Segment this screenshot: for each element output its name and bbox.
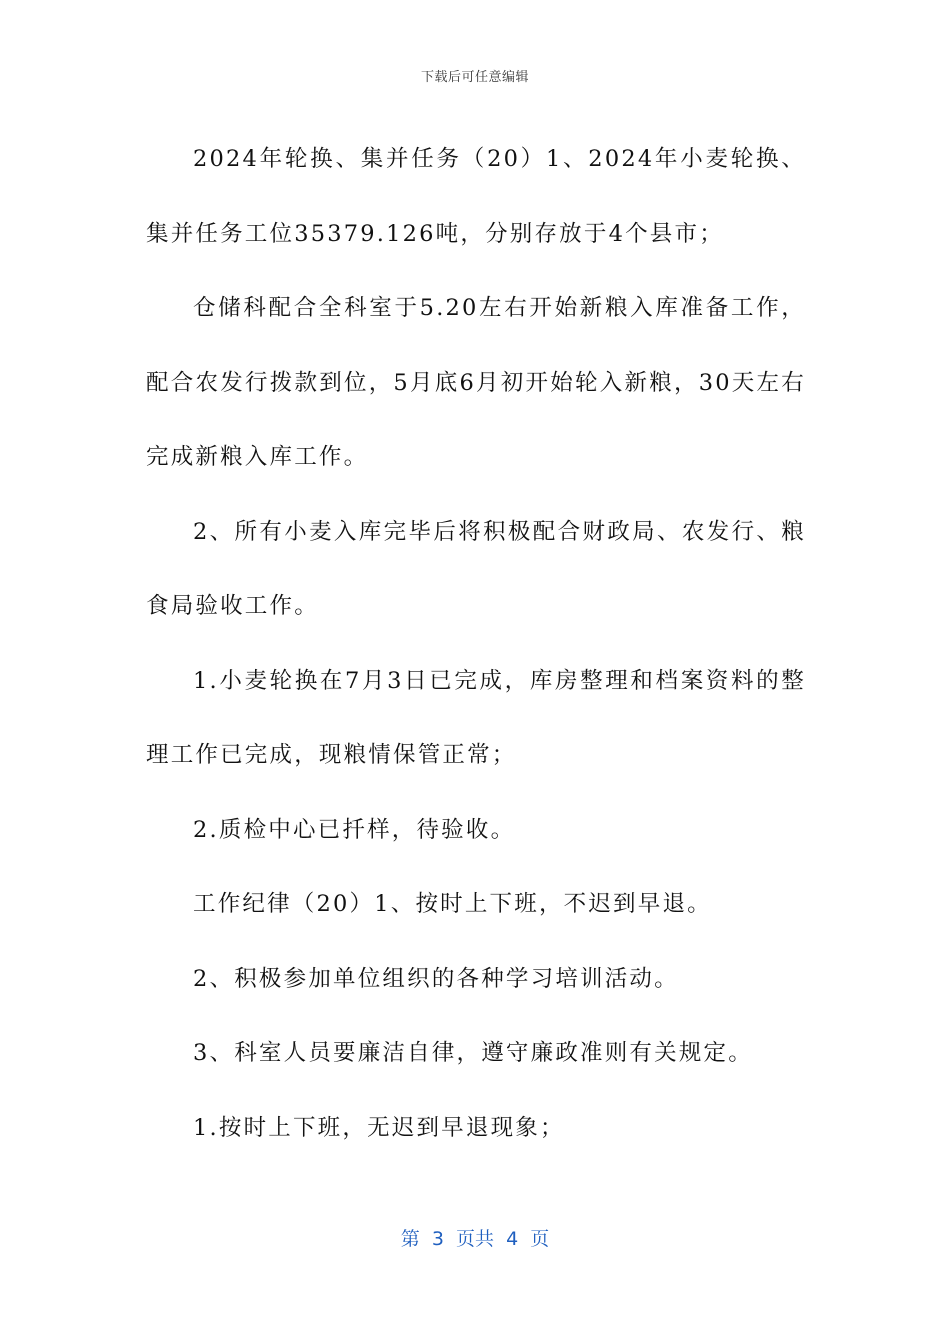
paragraph-acceptance: 2、所有小麦入库完毕后将积极配合财政局、农发行、粮食局验收工作。 xyxy=(146,518,806,619)
paragraph-work-discipline: 工作纪律（20）1、按时上下班，不迟到早退。 xyxy=(193,891,712,917)
paragraph-integrity: 3、科室人员要廉洁自律，遵守廉政准则有关规定。 xyxy=(193,1040,753,1066)
paragraph-rotation-task: 2024年轮换、集并任务（20）1、2024年小麦轮换、集并任务工位35379.126吨，分别存放于4个县市； xyxy=(146,146,806,247)
paragraph-attendance: 1.按时上下班，无迟到早退现象； xyxy=(193,1114,565,1141)
paragraph-storage-prep: 仓储科配合全科室于5.20左右开始新粮入库准备工作，配合农发行拨款到位，5月底6月初开始轮入新粮，30天左右完成新粮入库工作。 xyxy=(146,295,806,470)
paragraph-quality-check: 2.质检中心已扦样，待验收。 xyxy=(193,816,516,843)
document-body xyxy=(146,122,806,1165)
paragraph-rotation-complete: 1.小麦轮换在7月3日已完成，库房整理和档案资料的整理工作已完成，现粮情保管正常； xyxy=(146,667,806,768)
paragraph-training: 2、积极参加单位组织的各种学习培训活动。 xyxy=(193,965,679,992)
header-note: 下载后可任意编辑 xyxy=(420,70,529,85)
page-number-footer: 第 3 页共 4 页 xyxy=(400,1228,550,1250)
